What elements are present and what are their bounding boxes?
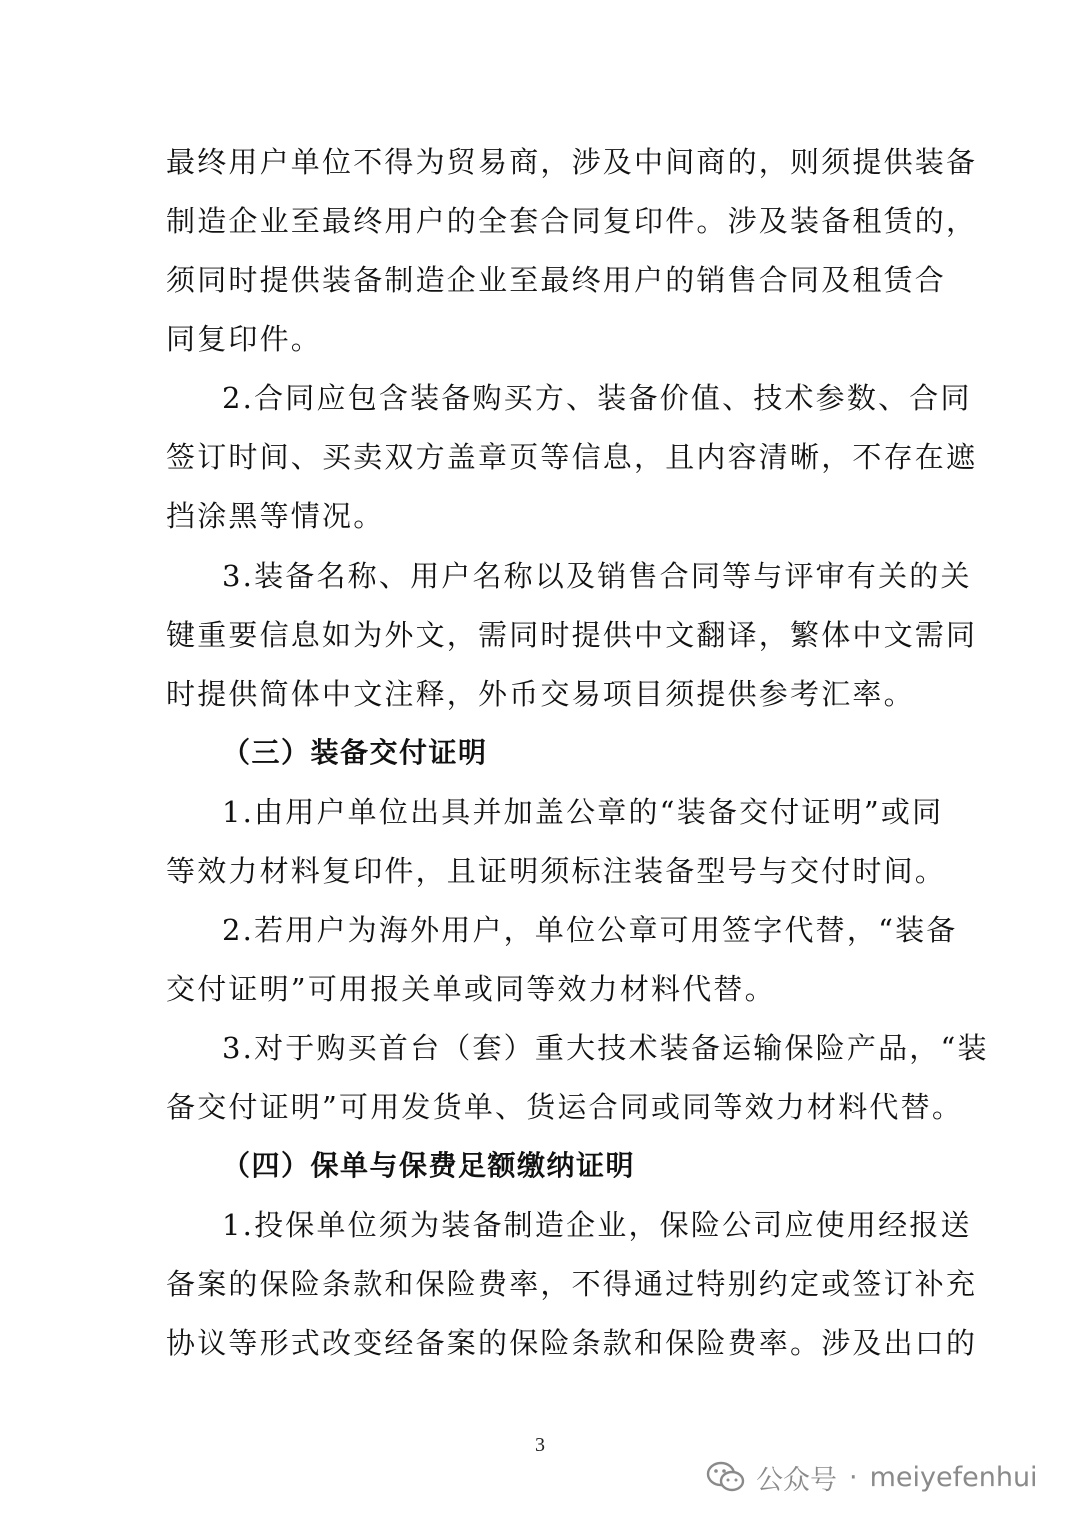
text-line: 时提供简体中文注释，外币交易项目须提供参考汇率。 <box>166 677 915 711</box>
text-line: 最终用户单位不得为贸易商，涉及中间商的，则须提供装备 <box>166 145 978 179</box>
watermark-label: 公众号 <box>756 1464 837 1496</box>
text-line: 等效力材料复印件，且证明须标注装备型号与交付时间。 <box>166 854 947 888</box>
text-line: 1.投保单位须为装备制造企业，保险公司应使用经报送 <box>222 1208 972 1242</box>
text-line: 须同时提供装备制造企业至最终用户的销售合同及租赁合 <box>166 263 947 297</box>
page-number: 3 <box>535 1434 545 1456</box>
text-line: 备案的保险条款和保险费率，不得通过特别约定或签订补充 <box>166 1267 978 1301</box>
text-line: 3.装备名称、用户名称以及销售合同等与评审有关的关 <box>222 559 972 593</box>
text-line: 签订时间、买卖双方盖章页等信息，且内容清晰，不存在遮 <box>166 440 978 474</box>
text-line: 同复印件。 <box>166 322 323 356</box>
text-line: 键重要信息如为外文，需同时提供中文翻译，繁体中文需同 <box>166 618 978 652</box>
text-line: 1.由用户单位出具并加盖公章的“装备交付证明”或同 <box>222 795 944 829</box>
text-line: 3.对于购买首台（套）重大技术装备运输保险产品，“装 <box>222 1031 989 1065</box>
text-line: 制造企业至最终用户的全套合同复印件。涉及装备租赁的， <box>166 204 978 238</box>
section-heading: （三）装备交付证明 <box>222 736 488 769</box>
section-heading: （四）保单与保费足额缴纳证明 <box>222 1149 636 1182</box>
watermark <box>706 1452 1038 1502</box>
text-line: 2.若用户为海外用户，单位公章可用签字代替，“装备 <box>222 913 958 947</box>
text-line: 交付证明”可用报关单或同等效力材料代替。 <box>166 972 776 1006</box>
watermark-separator: · <box>849 1461 858 1493</box>
text-line: 协议等形式改变经备案的保险条款和保险费率。涉及出口的 <box>166 1326 978 1360</box>
watermark-account: meiyefenhui <box>869 1461 1038 1493</box>
wechat-icon <box>706 1460 746 1494</box>
text-line: 2.合同应包含装备购买方、装备价值、技术参数、合同 <box>222 381 972 415</box>
text-line: 挡涂黑等情况。 <box>166 499 385 533</box>
text-line: 备交付证明”可用发货单、货运合同或同等效力材料代替。 <box>166 1090 964 1124</box>
